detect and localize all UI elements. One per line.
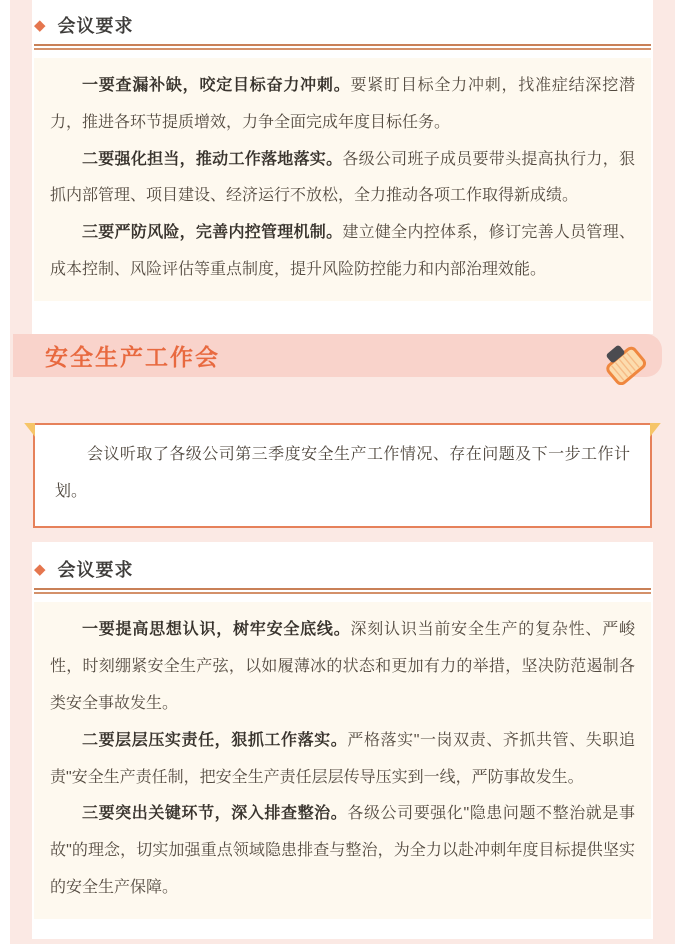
section-card-requirements-2 — [32, 542, 653, 938]
paragraph-lead: 一要查漏补缺，咬定目标奋力冲刺。 — [82, 77, 351, 94]
paragraph-body: 深刻认识当前安全生产的复杂性、严峻性，时刻绷紧安全生产弦，以如履薄冰的状态和更加有力的举措，坚决防范遏制各类安全事故发生。 — [50, 621, 635, 712]
summary-text: 会议听取了各级公司第三季度安全生产工作情况、存在问题及下一步工作计划。 — [55, 445, 630, 500]
paragraph — [50, 796, 635, 906]
paragraph-lead: 二要层层压实责任，狠抓工作落实。 — [82, 731, 348, 749]
paragraph-lead: 二要强化担当，推动工作落地落实。 — [82, 150, 343, 168]
paragraph-lead: 一要提高思想认识，树牢安全底线。 — [82, 621, 351, 639]
paragraph-body: 要紧盯目标全力冲刺，找准症结深挖潜力，推进各环节提质增效，力争全面完成年度目标任务。 — [50, 77, 635, 131]
double-underline-rule — [34, 44, 651, 50]
diamond-icon: ◆ — [34, 16, 46, 34]
section-banner-safety-meeting — [13, 334, 662, 377]
folded-corner-right-icon — [650, 423, 661, 437]
section-title-1: 会议要求 — [57, 16, 134, 36]
section-header-1 — [34, 10, 651, 44]
paragraph-lead: 三要突出关键环节，深入排查整治。 — [82, 805, 348, 823]
paragraph-body: 各级公司班子成员要带头提高执行力，狠抓内部管理、项目建设、经济运行不放松，全力推动各项工作取得新成绩。 — [50, 150, 635, 205]
section-card-requirements-1 — [32, 0, 653, 334]
paragraph-block-1 — [34, 58, 651, 301]
paragraph-body: 建立健全内控体系，修订完善人员管理、成本控制、风险评估等重点制度，提升风险防控能力和内部治理效能。 — [50, 224, 635, 278]
article-panel — [10, 0, 675, 944]
marker-pen-icon — [598, 337, 646, 385]
paragraph — [50, 68, 635, 142]
summary-box — [33, 423, 652, 529]
banner-title: 安全生产工作会 — [45, 343, 220, 370]
paragraph-body: 严格落实"一岗双责、齐抓共管、失职追责"安全生产责任制，把安全生产责任层层传导压实到一线，严防事故发生。 — [50, 731, 635, 786]
paragraph — [50, 612, 635, 722]
paragraph — [50, 142, 635, 216]
pink-gap — [10, 377, 675, 423]
paragraph — [50, 723, 635, 797]
diamond-icon: ◆ — [34, 560, 46, 578]
paragraph — [50, 215, 635, 289]
folded-corner-left-icon — [24, 423, 35, 437]
section-title-2: 会议要求 — [57, 560, 134, 581]
paragraph-body: 各级公司要强化"隐患问题不整治就是事故"的理念，切实加强重点领域隐患排查与整治，为全力以赴冲刺年度目标提供坚实的安全生产保障。 — [50, 805, 635, 896]
section-header-2 — [34, 554, 651, 588]
paragraph-block-2 — [34, 602, 651, 918]
double-underline-rule — [34, 588, 651, 594]
paragraph-lead: 三要严防风险，完善内控管理机制。 — [82, 224, 343, 242]
